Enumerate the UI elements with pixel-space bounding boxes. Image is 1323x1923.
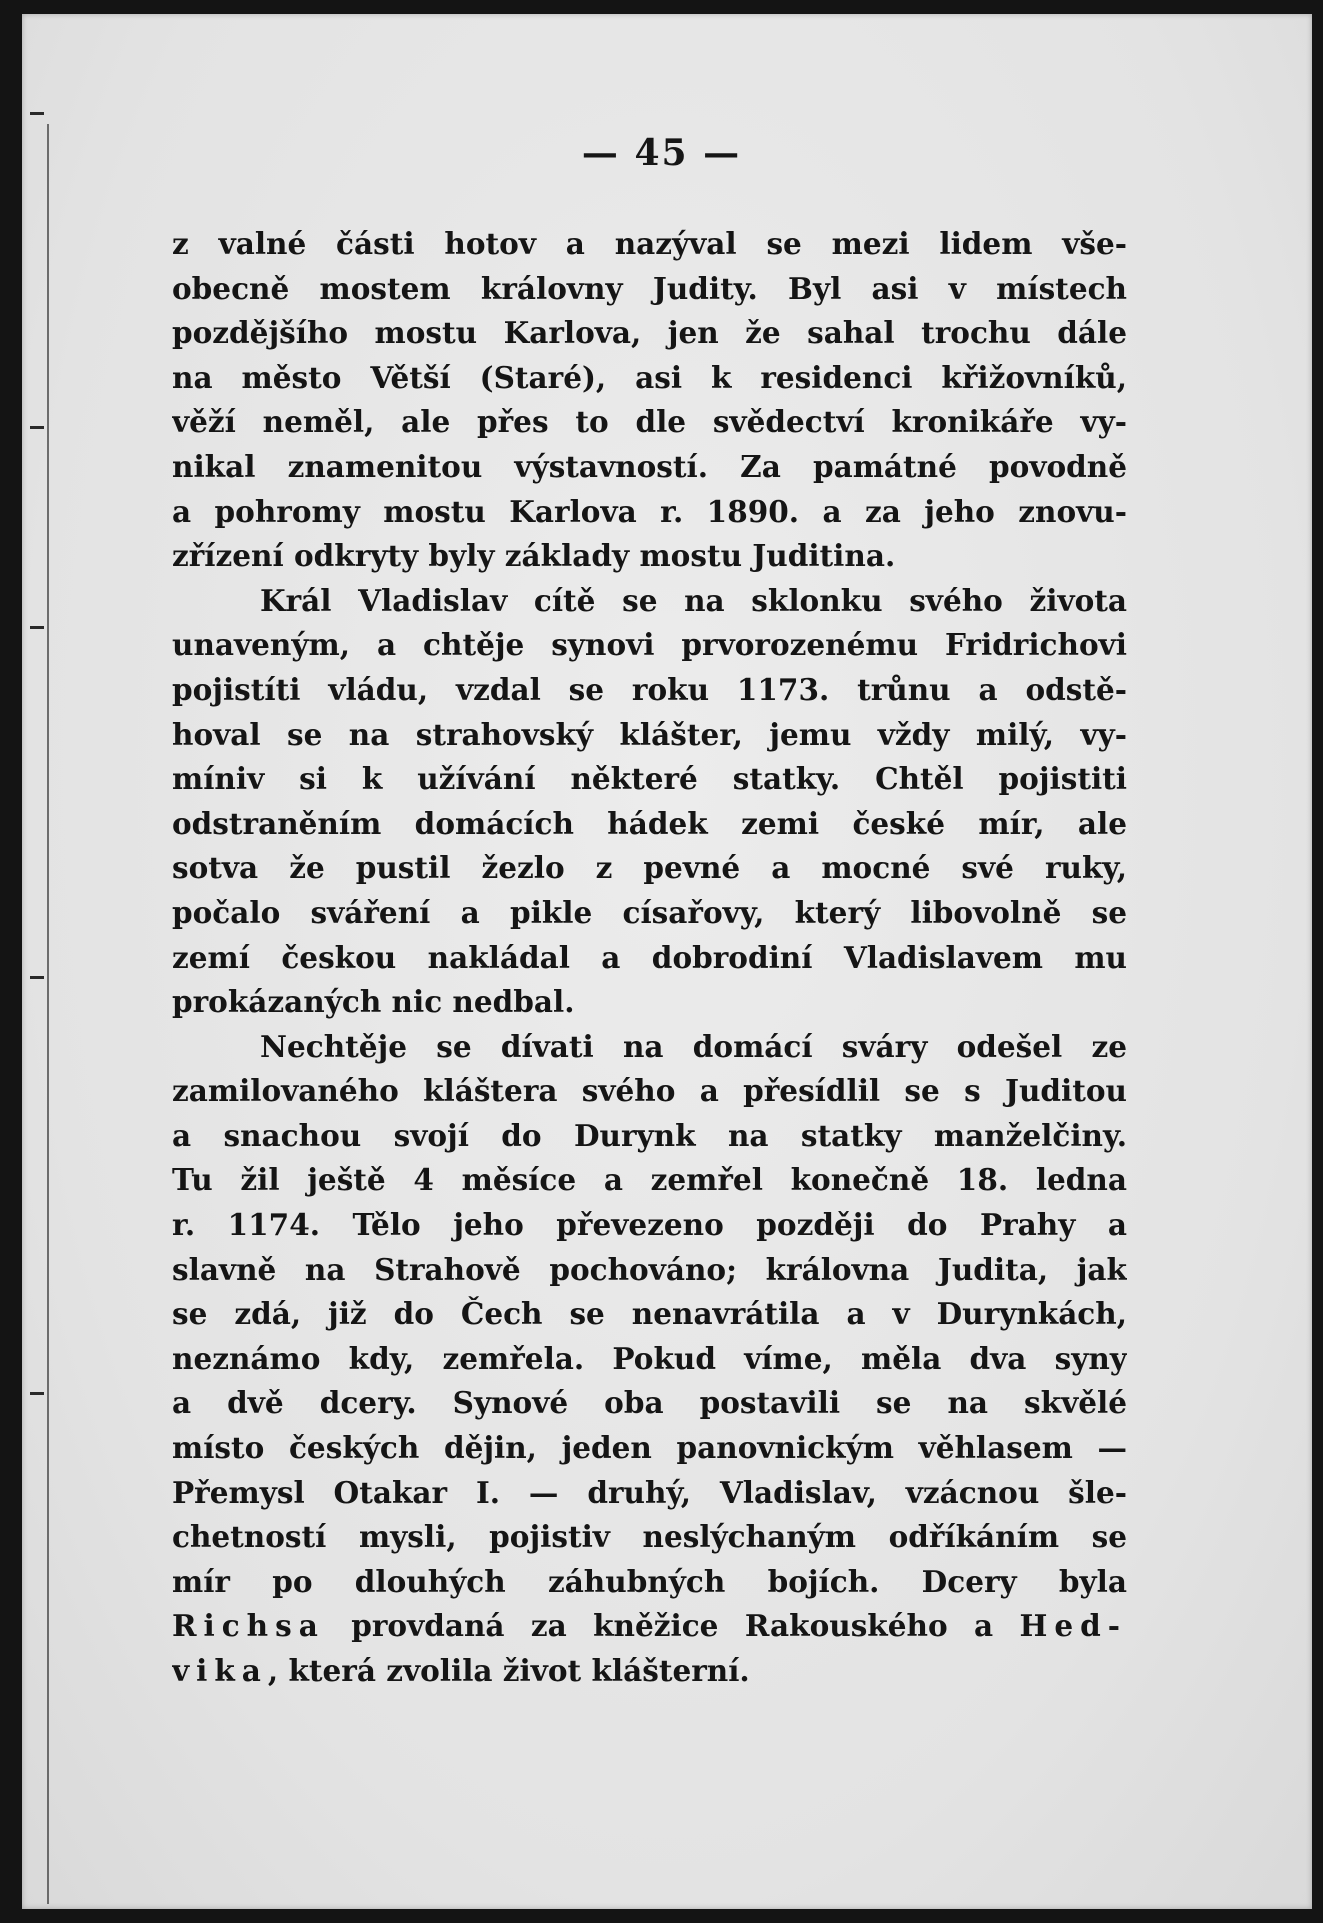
text-line: věží neměl, ale přes to dle svědectví kronikáře vy- (172, 404, 1127, 440)
text-line: na město Větší (Staré), asi k residenci křižovníků, (172, 359, 1127, 395)
text-line: nikal znamenitou výstavností. Za památné povodně (172, 448, 1127, 484)
text-line: počalo sváření a pikle císařovy, který libovolně se (172, 894, 1127, 930)
text-line: pojistíti vládu, vzdal se roku 1173. trůnu a odstě- (172, 671, 1127, 707)
binding-mark (30, 426, 44, 429)
text-line (172, 1604, 1127, 1649)
text-line: prokázaných nic nedbal. (172, 984, 575, 1020)
paragraph-start: Nechtěje se dívati na domácí sváry odešel ze (260, 1028, 1127, 1064)
text-segment: provdaná za kněžice Rakouského a (324, 1608, 1020, 1644)
binding-mark (30, 1392, 44, 1395)
spaced-name-hedvika-end: vika (172, 1653, 268, 1688)
binding-mark (30, 976, 44, 979)
binding-edge (47, 124, 49, 1904)
text-line: chetností mysli, pojistiv neslýchaným odříkáním se (172, 1519, 1127, 1555)
text-line: z valné části hotov a nazýval se mezi lidem vše- (172, 226, 1127, 261)
text-line: neznámo kdy, zemřela. Pokud víme, měla dva syny (172, 1340, 1127, 1376)
text-line: zemí českou nakládal a dobrodiní Vladislavem mu (172, 939, 1127, 975)
page-number: — 45 — (581, 132, 742, 174)
text-line (172, 1649, 1127, 1694)
text-line: slavně na Strahově pochováno; královna Judita, jak (172, 1251, 1127, 1287)
paragraph-start: Král Vladislav cítě se na sklonku svého života (260, 582, 1127, 618)
text-line: obecně mostem královny Judity. Byl asi v místech (172, 270, 1127, 306)
text-line: míniv si k užívání některé statky. Chtěl pojistiti (172, 761, 1127, 797)
spaced-name-hedvika: Hed- (1019, 1608, 1127, 1644)
text-line: místo českých dějin, jeden panovnickým věhlasem — (172, 1430, 1127, 1466)
text-line: zřízení odkryty byly základy mostu Juditina. (172, 538, 896, 574)
text-line: pozdějšího mostu Karlova, jen že sahal trochu dále (172, 315, 1127, 351)
text-segment: , která zvolila život klášterní. (267, 1653, 750, 1688)
text-line: Tu žil ještě 4 měsíce a zemřel konečně 18. ledna (172, 1162, 1127, 1198)
spaced-name-richsa: Richsa (172, 1608, 325, 1644)
text-line: sotva že pustil žezlo z pevné a mocné své ruky, (172, 850, 1127, 886)
text-line: a snachou svojí do Durynk na statky manželčiny. (172, 1117, 1127, 1153)
text-line: unaveným, a chtěje synovi prvorozenému Fridrichovi (172, 627, 1127, 663)
binding-mark (30, 112, 44, 115)
text-line: zamilovaného kláštera svého a přesídlil se s Juditou (172, 1073, 1127, 1109)
text-line: Přemysl Otakar I. — druhý, Vladislav, vzácnou šle- (172, 1474, 1127, 1510)
text-line: mír po dlouhých záhubných bojích. Dcery byla (172, 1563, 1127, 1599)
text-line: r. 1174. Tělo jeho převezeno později do Prahy a (172, 1207, 1127, 1243)
text-line: hoval se na strahovský klášter, jemu vždy milý, vy- (172, 716, 1127, 752)
text-line: a pohromy mostu Karlova r. 1890. a za jeho znovu- (172, 493, 1127, 529)
text-line: odstraněním domácích hádek zemi české mír, ale (172, 805, 1127, 841)
body-text (172, 222, 1127, 1694)
binding-mark (30, 626, 44, 629)
text-line: a dvě dcery. Synové oba postavili se na skvělé (172, 1385, 1127, 1421)
text-line: se zdá, již do Čech se nenavrátila a v Durynkách, (172, 1296, 1127, 1332)
